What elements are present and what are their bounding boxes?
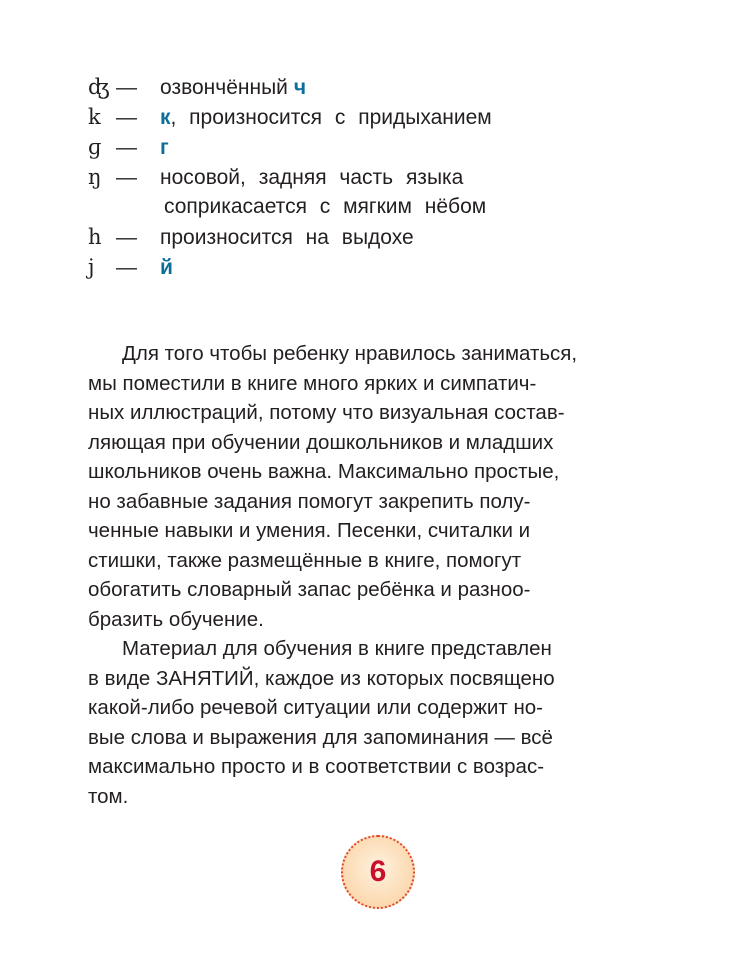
- phonetic-symbol: ŋ: [88, 165, 102, 189]
- text-line: максимально просто и в соответствии с возрас-: [88, 755, 545, 778]
- paragraph-intro: [88, 339, 672, 634]
- dash: —: [116, 76, 137, 99]
- text-line: обогатить словарный запас ребёнка и разноо-: [88, 578, 531, 601]
- text-line: бразить обучение.: [88, 607, 264, 631]
- text-line: мы поместили в книге много ярких и симпатич-: [88, 371, 537, 395]
- text-line: какой-либо речевой ситуации или содержит но-: [88, 696, 543, 719]
- dash: —: [116, 226, 137, 249]
- phonetic-row-k: [88, 102, 688, 132]
- text-line: школьников очень важна. Максимально простые,: [88, 460, 560, 483]
- russian-letter: г: [160, 136, 169, 159]
- body-text: [88, 339, 672, 811]
- russian-letter: к: [160, 106, 171, 129]
- page-number-badge: [341, 835, 415, 909]
- phonetic-list: [88, 72, 688, 282]
- text-line: Материал для обучения в книге представлен: [122, 637, 552, 660]
- dash: —: [116, 166, 137, 189]
- text-line: но забавные задания помогут закрепить полу-: [88, 489, 531, 513]
- phonetic-symbol: ʤ: [88, 75, 110, 99]
- dash: —: [116, 256, 137, 279]
- paragraph-material: [88, 634, 672, 811]
- phonetic-description: озвончённый: [160, 76, 288, 99]
- phonetic-row-dzh: [88, 72, 688, 102]
- phonetic-symbol: j: [88, 255, 95, 279]
- phonetic-symbol: ɡ: [88, 135, 102, 159]
- russian-letter: ч: [293, 76, 307, 99]
- phonetic-description: , произносится с придыханием: [170, 106, 492, 129]
- phonetic-symbol: k: [88, 105, 101, 129]
- text-line: в виде ЗАНЯТИЙ, каждое из которых посвящено: [88, 666, 555, 690]
- phonetic-row-g: [88, 132, 688, 162]
- text-line: том.: [88, 784, 129, 808]
- text-line: Для того чтобы ребенку нравилось заниматься,: [122, 342, 578, 365]
- text-line: ных иллюстраций, потому что визуальная состав-: [88, 401, 565, 424]
- russian-letter: й: [160, 256, 173, 279]
- text-line: стишки, также размещённые в книге, помогут: [88, 548, 522, 572]
- phonetic-description: носовой, задняя часть языка: [160, 166, 464, 189]
- dash: —: [116, 136, 137, 159]
- phonetic-description-continuation: соприкасается с мягким нёбом: [164, 195, 487, 218]
- phonetic-description: произносится на выдохе: [160, 226, 414, 249]
- phonetic-row-h: [88, 222, 688, 252]
- phonetic-row-ng: [88, 162, 688, 192]
- text-line: ченные навыки и умения. Песенки, считалки и: [88, 519, 531, 542]
- dash: —: [116, 106, 137, 129]
- text-line: вые слова и выражения для запоминания — всё: [88, 725, 553, 749]
- page-number: 6: [369, 855, 387, 888]
- text-line: ляющая при обучении дошкольников и младших: [88, 430, 554, 454]
- phonetic-symbol: h: [88, 225, 102, 249]
- phonetic-row-j: [88, 252, 688, 282]
- phonetic-row-ng-continuation: [88, 192, 688, 222]
